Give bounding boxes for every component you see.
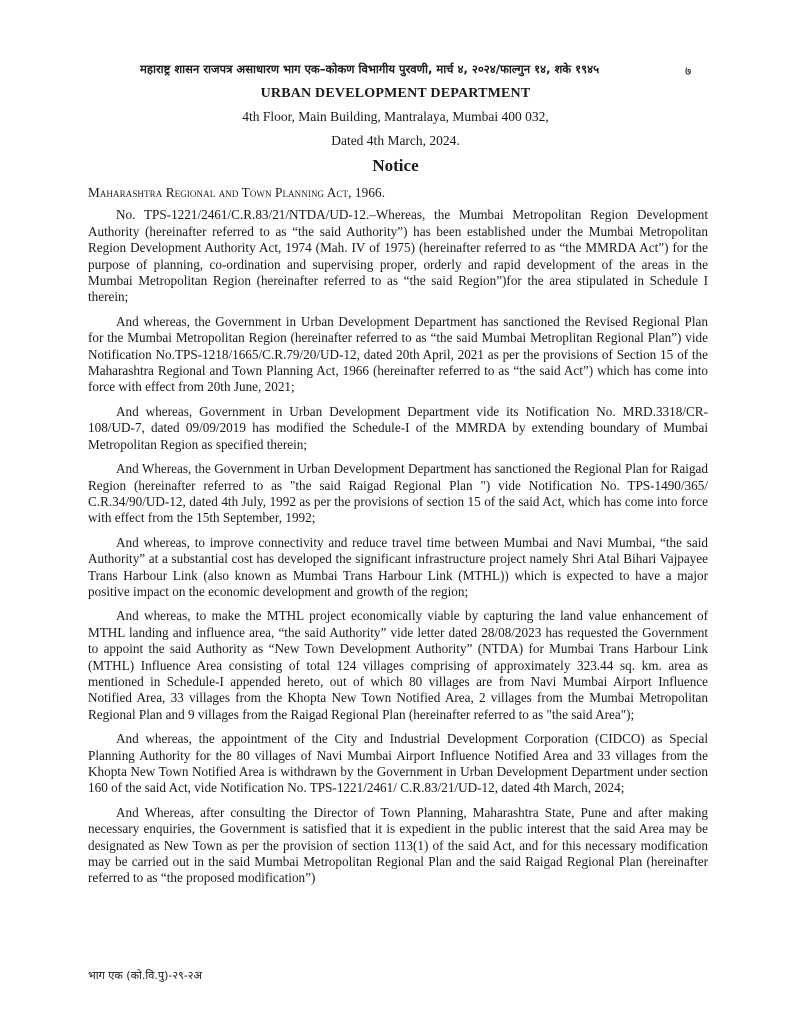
act-title: Maharashtra Regional and Town Planning Act, 1966. [88, 185, 386, 200]
notice-date: Dated 4th March, 2024. [331, 133, 460, 148]
paragraph: And Whereas, after consulting the Director of Town Planning, Maharashtra State, Pune and after making necessary enquiries, the Government is satisfied that it is expedient in the public interest that the said Area may be designated as New Town as per the provision of section 113(1) of the said Act, and for this necessary modification may be carried out in the said Mumbai Metropolitan Regional Plan and the said Raigad Regional Plan (hereinafter referred to as “the proposed modification”) [88, 804, 708, 886]
department-heading: URBAN DEVELOPMENT DEPARTMENT [260, 86, 531, 101]
paragraph: And whereas, the Government in Urban Development Department has sanctioned the Revised Regional Plan for the Mumbai Metropolitan Region (hereinafter referred to as “the said Mumbai Metroplitan Regional Plan”) vide Notification No.TPS-1218/1665/C.R.79/20/UD-12, dated 20th April, 2021 as per the provisions of Section 15 of the Maharashtra Regional and Town Planning Act, 1966 (hereinafter referred to as “the said Act”) which has come into force with effect from 20th June, 2021; [88, 313, 708, 395]
notice-body [88, 185, 708, 895]
paragraph: No. TPS-1221/2461/C.R.83/21/NTDA/UD-12.–Whereas, the Mumbai Metropolitan Region Development Authority (hereinafter referred to as “the said Authority”) has been established under the Mumbai Metropolitan Region Development Authority Act, 1974 (Mah. IV of 1975) (hereinafter referred to as “the MMRDA Act”) for the purpose of planning, co-ordination and supervising proper, orderly and rapid development of the areas in the Mumbai Metropolitan Region (hereinafter referred to as “the said Region”)for the area stipulated in Schedule I therein; [88, 207, 708, 305]
paragraph: And whereas, to improve connectivity and reduce travel time between Mumbai and Navi Mumbai, “the said Authority” at a substantial cost has developed the significant infrastructure project namely Shri Atal Bihari Vajpayee Trans Harbour Link (also known as Mumbai Trans Harbour Link (MTHL)) which is expected to have a major positive impact on the economic development and growth of the region; [88, 534, 708, 599]
paragraph: And whereas, Government in Urban Development Department vide its Notification No. MRD.3318/CR-108/UD-7, dated 09/09/2019 has modified the Schedule-I of the MMRDA by extending boundary of Mumbai Metropolitan Region as specified therein; [88, 403, 708, 452]
page-number: ७ [685, 64, 692, 78]
page-footer: भाग एक (को.वि.पु)-२९-२अ [88, 969, 202, 982]
notice-title: Notice [372, 156, 419, 175]
department-address: 4th Floor, Main Building, Mantralaya, Mumbai 400 032, [242, 109, 549, 124]
paragraph: And Whereas, the Government in Urban Development Department has sanctioned the Regional Plan for Raigad Region (hereinafter referred to as "the said Raigad Regional Plan ") vide Notification No. TPS-1490/365/ C.R.34/90/UD-12, dated 4th July, 1992 as per the provisions of section 15 of the said Act, which has come into force with effect from the 15th September, 1992; [88, 461, 708, 526]
running-header: महाराष्ट्र शासन राजपत्र असाधारण भाग एक–कोकण विभागीय पुरवणी, मार्च ४, २०२४/फाल्गुन १४, शके १९४५ [140, 62, 600, 76]
paragraph: And whereas, to make the MTHL project economically viable by capturing the land value enhancement of MTHL landing and influence area, “the said Authority” vide letter dated 28/08/2023 has requested the Government to appoint the said Authority as “New Town Development Authority” (NTDA) for Mumbai Trans Harbour Link (MTHL) Influence Area consisting of total 124 villages comprising of approximately 323.44 sq. km. area as mentioned in Schedule-I appended hereto, out of which 80 villages are from Navi Mumbai Airport Influence Notified Area, 33 villages from the Khopta New Town Notified Area, 2 villages from the Mumbai Metropolitan Regional Plan and 9 villages from the Raigad Regional Plan (hereinafter referred to as "the said Area"); [88, 608, 708, 722]
paragraph: And whereas, the appointment of the City and Industrial Development Corporation (CIDCO) as Special Planning Authority for the 80 villages of Navi Mumbai Airport Influence Notified Area and 33 villages from the Khopta New Town Notified Area is withdrawn by the Government in Urban Development Department under section 160 of the said Act, vide Notification No. TPS-1221/2461/ C.R.83/21/UD-12, dated 4th March, 2024; [88, 731, 708, 796]
